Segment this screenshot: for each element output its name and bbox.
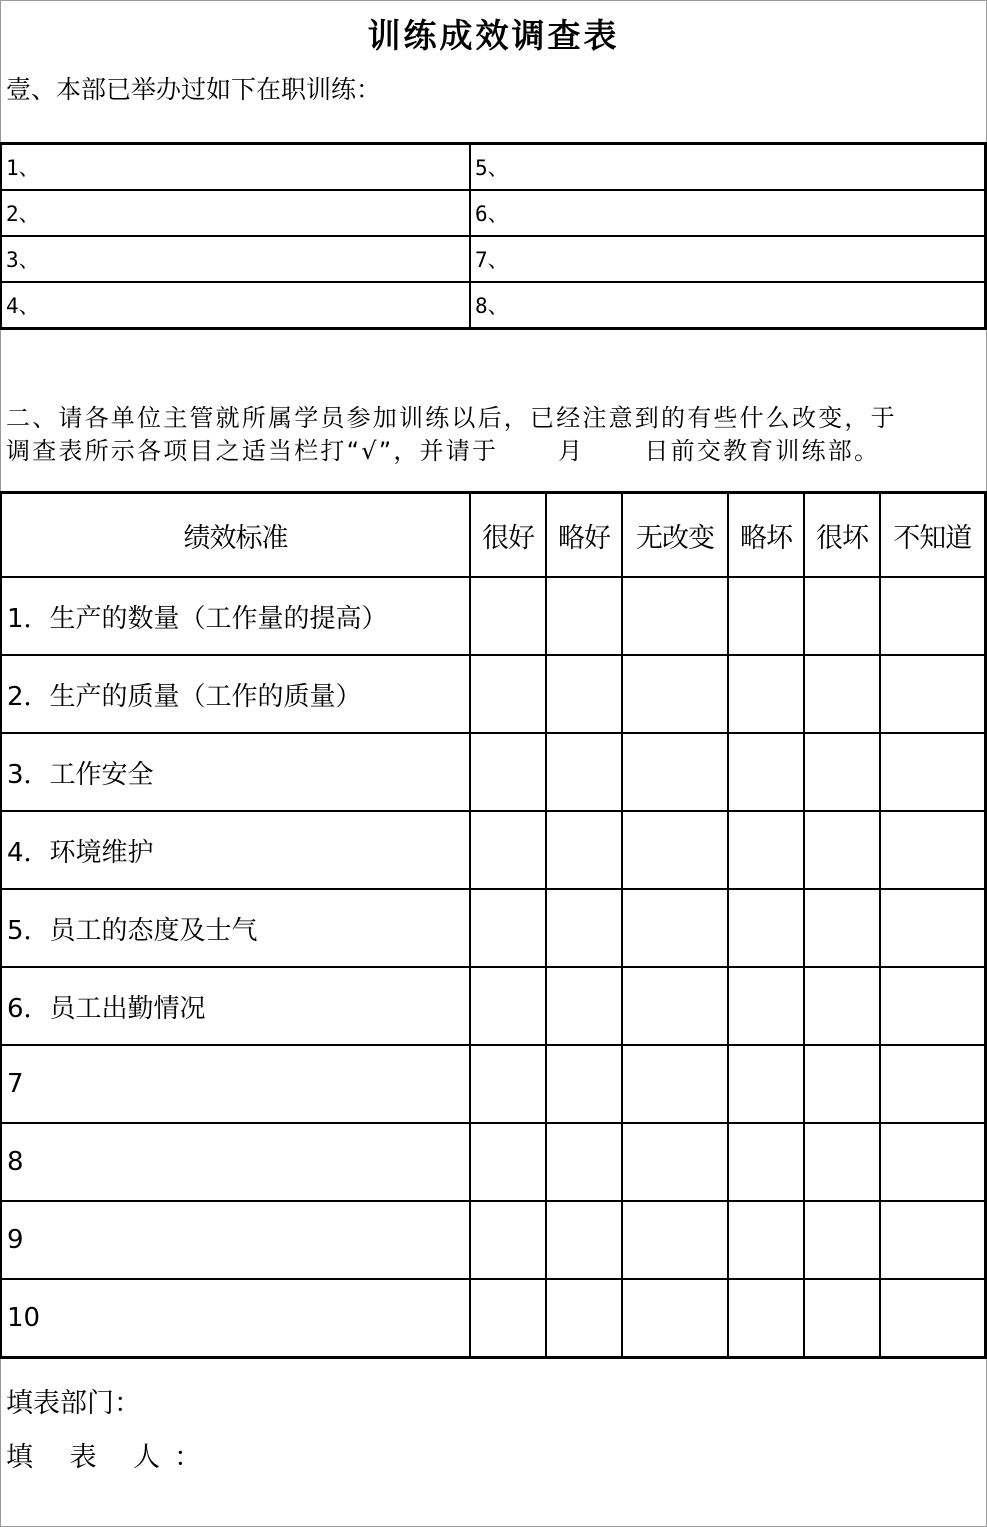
rating-cell[interactable] (622, 577, 728, 655)
training-list-row (1, 190, 985, 236)
rating-cell[interactable] (728, 1201, 804, 1279)
training-item-cell[interactable]: 1、 (1, 144, 470, 191)
criteria-cell: 2．生产的质量（工作的质量） (1, 655, 470, 733)
rating-cell[interactable] (622, 1201, 728, 1279)
rating-cell[interactable] (728, 1045, 804, 1123)
rating-cell[interactable] (804, 1279, 880, 1358)
rating-cell[interactable] (804, 733, 880, 811)
rating-cell[interactable] (546, 1045, 622, 1123)
instruction-line-1: 二、请各单位主管就所属学员参加训练以后，已经注意到的有些什么改变，于 (6, 404, 897, 432)
criteria-cell: 3．工作安全 (1, 733, 470, 811)
rating-cell[interactable] (804, 655, 880, 733)
criteria-cell: 10 (1, 1279, 470, 1358)
instruction-line-2 (6, 435, 981, 468)
rating-cell[interactable] (470, 577, 546, 655)
rating-cell[interactable] (880, 811, 985, 889)
rating-cell[interactable] (470, 811, 546, 889)
rating-cell[interactable] (546, 577, 622, 655)
rating-cell[interactable] (470, 1279, 546, 1358)
rating-cell[interactable] (622, 1045, 728, 1123)
rating-cell[interactable] (728, 733, 804, 811)
rating-cell[interactable] (546, 967, 622, 1045)
rating-cell[interactable] (880, 889, 985, 967)
training-list-row (1, 282, 985, 329)
header-unknown: 不知道 (880, 493, 985, 578)
rating-cell[interactable] (880, 1045, 985, 1123)
rating-cell[interactable] (728, 577, 804, 655)
header-slightly-good: 略好 (546, 493, 622, 578)
section1-heading: 壹、本部已举办过如下在职训练： (6, 75, 382, 104)
survey-row (1, 1123, 985, 1201)
rating-cell[interactable] (470, 1045, 546, 1123)
training-item-cell[interactable]: 7、 (470, 236, 985, 282)
rating-cell[interactable] (622, 889, 728, 967)
instruction-line-2-end: 日前交教育训练部。 (644, 437, 881, 465)
rating-cell[interactable] (728, 967, 804, 1045)
training-item-cell[interactable]: 4、 (1, 282, 470, 329)
rating-cell[interactable] (804, 1201, 880, 1279)
document-title: 训练成效调查表 (367, 16, 620, 55)
month-label: 月 (558, 437, 585, 465)
survey-row (1, 655, 985, 733)
survey-header-row (1, 493, 985, 578)
section2-instructions (6, 402, 981, 468)
criteria-cell: 7 (1, 1045, 470, 1123)
rating-cell[interactable] (470, 1123, 546, 1201)
rating-cell[interactable] (804, 967, 880, 1045)
rating-cell[interactable] (728, 1279, 804, 1358)
instruction-line-2-start: 调查表所示各项目之适当栏打“√”，并请于 (6, 437, 499, 465)
rating-cell[interactable] (470, 967, 546, 1045)
header-very-bad: 很坏 (804, 493, 880, 578)
rating-cell[interactable] (546, 889, 622, 967)
survey-row (1, 889, 985, 967)
survey-row (1, 1201, 985, 1279)
rating-cell[interactable] (880, 1201, 985, 1279)
header-no-change: 无改变 (622, 493, 728, 578)
survey-row (1, 733, 985, 811)
rating-cell[interactable] (880, 733, 985, 811)
rating-cell[interactable] (804, 811, 880, 889)
rating-cell[interactable] (546, 1123, 622, 1201)
rating-cell[interactable] (804, 577, 880, 655)
training-list-row (1, 236, 985, 282)
training-item-cell[interactable]: 3、 (1, 236, 470, 282)
training-item-cell[interactable]: 5、 (470, 144, 985, 191)
survey-row (1, 811, 985, 889)
rating-cell[interactable] (470, 733, 546, 811)
rating-cell[interactable] (622, 733, 728, 811)
training-item-cell[interactable]: 8、 (470, 282, 985, 329)
rating-cell[interactable] (470, 655, 546, 733)
training-item-cell[interactable]: 6、 (470, 190, 985, 236)
filler-label: 填 表 人： (6, 1442, 216, 1473)
header-slightly-bad: 略坏 (728, 493, 804, 578)
criteria-cell: 4．环境维护 (1, 811, 470, 889)
department-label: 填表部门： (6, 1388, 141, 1419)
rating-cell[interactable] (622, 1279, 728, 1358)
rating-cell[interactable] (546, 733, 622, 811)
rating-cell[interactable] (622, 1123, 728, 1201)
rating-cell[interactable] (470, 1201, 546, 1279)
rating-cell[interactable] (622, 655, 728, 733)
rating-cell[interactable] (546, 1279, 622, 1358)
rating-cell[interactable] (804, 1045, 880, 1123)
criteria-cell: 9 (1, 1201, 470, 1279)
rating-cell[interactable] (622, 811, 728, 889)
criteria-cell: 8 (1, 1123, 470, 1201)
rating-cell[interactable] (546, 811, 622, 889)
training-item-cell[interactable]: 2、 (1, 190, 470, 236)
rating-cell[interactable] (622, 967, 728, 1045)
rating-cell[interactable] (880, 1123, 985, 1201)
rating-cell[interactable] (470, 889, 546, 967)
survey-row (1, 1279, 985, 1358)
criteria-cell: 6．员工出勤情况 (1, 967, 470, 1045)
rating-cell[interactable] (880, 1279, 985, 1358)
rating-cell[interactable] (880, 655, 985, 733)
rating-cell[interactable] (728, 889, 804, 967)
rating-cell[interactable] (728, 1123, 804, 1201)
criteria-cell: 5．员工的态度及士气 (1, 889, 470, 967)
survey-row (1, 1045, 985, 1123)
rating-cell[interactable] (728, 811, 804, 889)
survey-row (1, 577, 985, 655)
criteria-cell: 1．生产的数量（工作量的提高） (1, 577, 470, 655)
rating-cell[interactable] (880, 967, 985, 1045)
rating-cell[interactable] (880, 577, 985, 655)
survey-row (1, 967, 985, 1045)
header-very-good: 很好 (470, 493, 546, 578)
rating-cell[interactable] (546, 655, 622, 733)
header-criteria: 绩效标准 (1, 493, 470, 578)
rating-cell[interactable] (546, 1201, 622, 1279)
rating-cell[interactable] (728, 655, 804, 733)
survey-table (0, 491, 987, 1359)
training-list-table (0, 142, 987, 330)
rating-cell[interactable] (804, 1123, 880, 1201)
training-list-row (1, 144, 985, 191)
rating-cell[interactable] (804, 889, 880, 967)
